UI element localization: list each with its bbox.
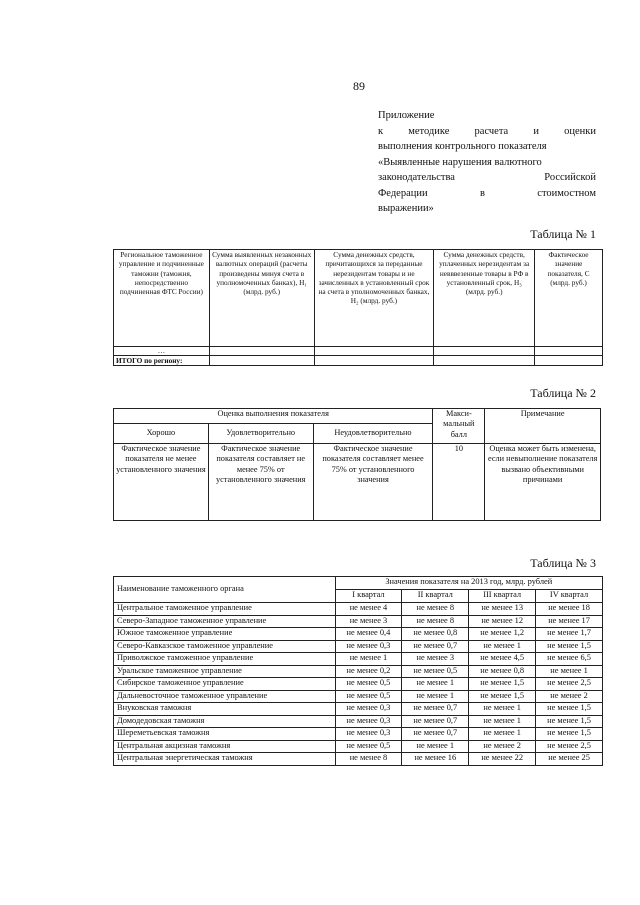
table-row bbox=[114, 628, 603, 641]
table3-value-q3: не менее 0,8 bbox=[469, 665, 536, 678]
table3-value-q2: не менее 3 bbox=[402, 653, 469, 666]
table3-value-q3: не менее 13 bbox=[469, 603, 536, 616]
table-row bbox=[114, 703, 603, 716]
table3-org-name: Центральная энергетическая таможня bbox=[114, 753, 336, 766]
appendix-line: Приложение bbox=[378, 110, 435, 121]
table1-header-h1: Сумма выявленных незаконных валютных операций (расчеты произведены минуя счета в уполномоченных банках), H₁ (млрд. руб.) bbox=[209, 250, 314, 347]
table-row bbox=[114, 728, 603, 741]
table1-ellipsis: … bbox=[114, 347, 210, 356]
table1-header-c: Фактическое значение показателя, С (млрд. руб.) bbox=[535, 250, 603, 347]
appendix-word: к bbox=[378, 125, 384, 137]
table3-header-row bbox=[114, 577, 603, 590]
table3-value-q2: не менее 1 bbox=[402, 740, 469, 753]
table3-body bbox=[114, 603, 603, 766]
table3-value-q3: не менее 12 bbox=[469, 615, 536, 628]
table3-value-q1: не менее 8 bbox=[335, 753, 402, 766]
table2-unsatisfactory-text: Фактическое значение показателя составляет менее 75% от установленного значения bbox=[313, 444, 433, 521]
table3-value-q4: не менее 1,5 bbox=[536, 728, 603, 741]
table3-value-q3: не менее 1 bbox=[469, 703, 536, 716]
table1-caption: Таблица № 1 bbox=[530, 227, 596, 241]
table-row bbox=[114, 615, 603, 628]
table3-value-q1: не менее 0,5 bbox=[335, 690, 402, 703]
table3-value-q1: не менее 0,2 bbox=[335, 665, 402, 678]
table3-value-q4: не менее 25 bbox=[536, 753, 603, 766]
table3-org-name: Приволжское таможенное управление bbox=[114, 653, 336, 666]
table2-header-group: Оценка выполнения показателя bbox=[114, 409, 433, 424]
appendix-line: выражении» bbox=[378, 203, 434, 214]
table3-value-q2: не менее 1 bbox=[402, 678, 469, 691]
table3-value-q3: не менее 1 bbox=[469, 640, 536, 653]
table3-org-name: Шереметьевская таможня bbox=[114, 728, 336, 741]
table3-value-q3: не менее 4,5 bbox=[469, 653, 536, 666]
table-row bbox=[114, 690, 603, 703]
table3-value-q4: не менее 2 bbox=[536, 690, 603, 703]
table2-header-good: Хорошо bbox=[114, 424, 209, 444]
table1-cell bbox=[535, 347, 603, 356]
table3-value-q1: не менее 0,4 bbox=[335, 628, 402, 641]
table3-value-q2: не менее 8 bbox=[402, 603, 469, 616]
appendix-word: и bbox=[533, 125, 539, 137]
table3-value-q4: не менее 2,5 bbox=[536, 740, 603, 753]
table-row bbox=[114, 753, 603, 766]
table1-cell bbox=[535, 356, 603, 366]
appendix-word: расчета bbox=[474, 125, 509, 137]
table3-org-name: Сибирское таможенное управление bbox=[114, 678, 336, 691]
table3-org-name: Внуковская таможня bbox=[114, 703, 336, 716]
table3 bbox=[113, 576, 603, 766]
table-row bbox=[114, 653, 603, 666]
table3-value-q2: не менее 1 bbox=[402, 690, 469, 703]
appendix-header bbox=[378, 108, 596, 217]
table2 bbox=[113, 408, 601, 521]
table3-value-q2: не менее 0,8 bbox=[402, 628, 469, 641]
table1-cell bbox=[209, 356, 314, 366]
table3-value-q4: не менее 17 bbox=[536, 615, 603, 628]
table3-value-q4: не менее 1,5 bbox=[536, 703, 603, 716]
table1-cell bbox=[434, 347, 535, 356]
table3-value-q4: не менее 2,5 bbox=[536, 678, 603, 691]
table3-org-name: Южное таможенное управление bbox=[114, 628, 336, 641]
table2-header-satisfactory: Удовлетворительно bbox=[208, 424, 313, 444]
table3-org-name: Домодедовская таможня bbox=[114, 715, 336, 728]
appendix-word: стоимостном bbox=[537, 187, 596, 199]
table3-org-name: Дальневосточное таможенное управление bbox=[114, 690, 336, 703]
table3-org-name: Уральское таможенное управление bbox=[114, 665, 336, 678]
table3-value-q4: не менее 1,5 bbox=[536, 640, 603, 653]
table3-value-q1: не менее 0,3 bbox=[335, 715, 402, 728]
table3-value-q2: не менее 0,7 bbox=[402, 728, 469, 741]
table3-value-q3: не менее 1,5 bbox=[469, 678, 536, 691]
table3-value-q2: не менее 0,7 bbox=[402, 715, 469, 728]
page-number: 89 bbox=[353, 79, 365, 93]
table1-total-row bbox=[114, 356, 603, 366]
table2-header-row bbox=[114, 409, 601, 424]
table1-total-label: ИТОГО по региону: bbox=[114, 356, 210, 366]
table-row bbox=[114, 740, 603, 753]
table3-value-q2: не менее 16 bbox=[402, 753, 469, 766]
table3-value-q3: не менее 1,5 bbox=[469, 690, 536, 703]
table1-cell bbox=[434, 356, 535, 366]
table3-header-q4: IV квартал bbox=[536, 590, 603, 603]
table1-cell bbox=[314, 347, 434, 356]
appendix-word: методике bbox=[408, 125, 450, 137]
appendix-word: оценки bbox=[564, 125, 596, 137]
table1-header-region: Региональное таможенное управление и подчиненные таможни (таможня, непосредственно подчиненная ФТС России) bbox=[114, 250, 210, 347]
table3-value-q2: не менее 8 bbox=[402, 615, 469, 628]
table3-header-q3: III квартал bbox=[469, 590, 536, 603]
table3-org-name: Северо-Западное таможенное управление bbox=[114, 615, 336, 628]
table3-value-q1: не менее 3 bbox=[335, 615, 402, 628]
table2-body-row bbox=[114, 444, 601, 521]
table3-value-q2: не менее 0,7 bbox=[402, 703, 469, 716]
table-row bbox=[114, 603, 603, 616]
table1-header-h2: Сумма денежных средств, причитающихся за переданные нерезидентам товары и не зачисленных в установленный срок на счета в уполномоченных банках, H₂ (млрд. руб.) bbox=[314, 250, 434, 347]
table3-org-name: Центральное таможенное управление bbox=[114, 603, 336, 616]
table3-header-q2: II квартал bbox=[402, 590, 469, 603]
appendix-line-justified bbox=[378, 170, 596, 186]
appendix-word: законодательства bbox=[378, 172, 455, 183]
table3-value-q4: не менее 1,5 bbox=[536, 715, 603, 728]
table-row bbox=[114, 678, 603, 691]
table3-value-q3: не менее 2 bbox=[469, 740, 536, 753]
appendix-line-justified bbox=[378, 186, 596, 202]
table3-value-q3: не менее 22 bbox=[469, 753, 536, 766]
table3-value-q1: не менее 4 bbox=[335, 603, 402, 616]
table2-header-max-score: Макси-мальный балл bbox=[433, 409, 485, 444]
table1-ellipsis-row bbox=[114, 347, 603, 356]
table3-value-q3: не менее 1,2 bbox=[469, 628, 536, 641]
table3-value-q4: не менее 1 bbox=[536, 665, 603, 678]
table3-value-q2: не менее 0,5 bbox=[402, 665, 469, 678]
table3-value-q1: не менее 0,5 bbox=[335, 678, 402, 691]
table3-value-q1: не менее 0,3 bbox=[335, 640, 402, 653]
appendix-word: Федерации bbox=[378, 187, 428, 199]
table1-header-h3: Сумма денежных средств, уплаченных нерезидентам за невввезенные товары в РФ в установленный срок, H₃ (млрд. руб.) bbox=[434, 250, 535, 347]
table3-value-q4: не менее 1,7 bbox=[536, 628, 603, 641]
table-row bbox=[114, 665, 603, 678]
table1-cell bbox=[209, 347, 314, 356]
table2-header-note: Примечание bbox=[485, 409, 601, 444]
table1 bbox=[113, 249, 603, 366]
table2-header-unsatisfactory: Неудовлетворительно bbox=[313, 424, 433, 444]
table3-value-q4: не менее 18 bbox=[536, 603, 603, 616]
appendix-line: выполнения контрольного показателя bbox=[378, 141, 547, 152]
table3-caption: Таблица № 3 bbox=[530, 556, 596, 570]
table2-caption: Таблица № 2 bbox=[530, 386, 596, 400]
appendix-word: Российской bbox=[544, 172, 596, 183]
table3-header-group: Значения показателя на 2013 год, млрд. рублей bbox=[335, 577, 602, 590]
table3-value-q1: не менее 0,3 bbox=[335, 728, 402, 741]
table1-header-row bbox=[114, 250, 603, 347]
appendix-line-justified bbox=[378, 124, 596, 140]
table3-value-q3: не менее 1 bbox=[469, 715, 536, 728]
table3-header-org: Наименование таможенного органа bbox=[114, 577, 336, 603]
table3-value-q3: не менее 1 bbox=[469, 728, 536, 741]
appendix-word: в bbox=[479, 187, 485, 199]
table2-satisfactory-text: Фактическое значение показателя составляет не менее 75% от установленного значения bbox=[208, 444, 313, 521]
appendix-line: «Выявленные нарушения валютного bbox=[378, 156, 542, 168]
table-row bbox=[114, 640, 603, 653]
table3-value-q2: не менее 0,7 bbox=[402, 640, 469, 653]
table3-value-q1: не менее 1 bbox=[335, 653, 402, 666]
table3-org-name: Северо-Кавказское таможенное управление bbox=[114, 640, 336, 653]
table3-value-q1: не менее 0,3 bbox=[335, 703, 402, 716]
table3-value-q4: не менее 6,5 bbox=[536, 653, 603, 666]
table3-header-q1: I квартал bbox=[335, 590, 402, 603]
table2-max-score: 10 bbox=[433, 444, 485, 521]
table3-org-name: Центральная акцизная таможня bbox=[114, 740, 336, 753]
table3-value-q1: не менее 0,5 bbox=[335, 740, 402, 753]
table2-good-text: Фактическое значение показателя не менее установленного значения bbox=[114, 444, 209, 521]
table1-cell bbox=[314, 356, 434, 366]
table2-note-text: Оценка может быть изменена, если невыполнение показателя вызвано объективными причинами bbox=[485, 444, 601, 521]
table-row bbox=[114, 715, 603, 728]
